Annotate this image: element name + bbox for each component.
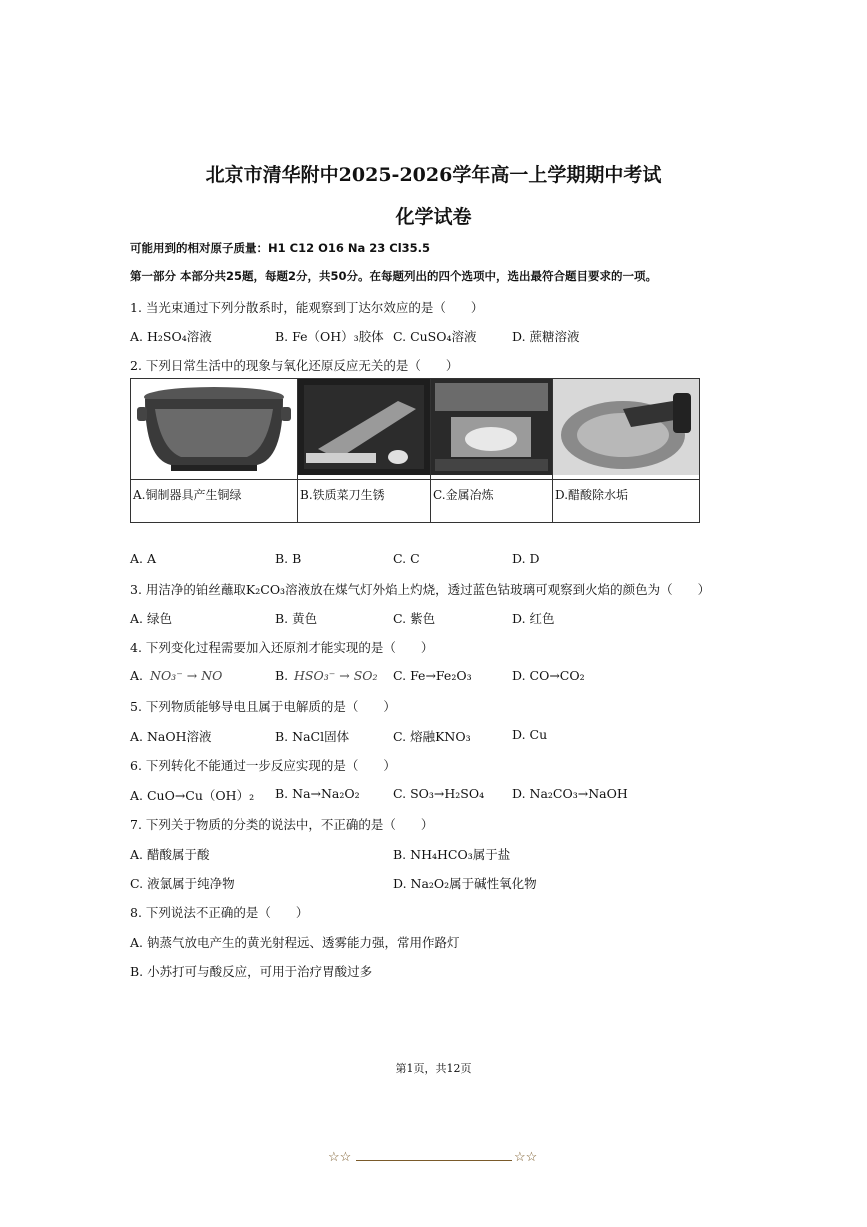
question-stem: 7. 下列关于物质的分类的说法中，不正确的是（ ）	[130, 817, 434, 832]
footer-divider	[356, 1160, 512, 1161]
option-b-formula: HSO₃⁻ → SO₂	[294, 668, 378, 683]
part-intro: 第一部分 本部分共25题，每题2分，共50分。在每题列出的四个选项中，选出最符合题目要求的一项。	[130, 269, 658, 283]
option-a: A. 钠蒸气放电产生的黄光射程远、透雾能力强，常用作路灯	[130, 935, 460, 950]
option-b: B. NaCl固体	[275, 729, 350, 744]
option-b: B. Fe（OH）₃胶体	[275, 329, 384, 344]
bronze-vessel-image	[131, 379, 297, 475]
option-a: A. 绿色	[130, 611, 172, 626]
caption-b: B.铁质菜刀生锈	[298, 480, 431, 523]
option-a-label: A.	[130, 668, 144, 683]
kitchen-knife-image	[298, 379, 430, 475]
option-b: B. 黄色	[275, 611, 318, 626]
option-b: B. Na→Na₂O₂	[275, 786, 360, 801]
option-a: A. 醋酸属于酸	[130, 847, 210, 862]
question-stem: 2. 下列日常生活中的现象与氧化还原反应无关的是（ ）	[130, 358, 459, 373]
image-cell	[553, 379, 700, 480]
question-stem: 8. 下列说法不正确的是（ ）	[130, 905, 309, 920]
option-a: A. A	[130, 551, 157, 566]
page-title: 北京市清华附中2025-2026学年高一上学期期中考试	[205, 164, 662, 186]
page-number: 第1页，共12页	[395, 1062, 472, 1075]
image-cell	[298, 379, 431, 480]
option-d: D. 蔗糖溶液	[512, 329, 580, 344]
option-d: D. Na₂CO₃→NaOH	[512, 786, 628, 801]
option-a: A. NaOH溶液	[130, 729, 212, 744]
question-stem: 3. 用洁净的铂丝蘸取K₂CO₃溶液放在煤气灯外焰上灼烧，透过蓝色钴玻璃可观察到火焰的颜色为（ ）	[130, 582, 711, 597]
caption-d: D.醋酸除水垢	[553, 480, 700, 523]
option-d: D. CO→CO₂	[512, 668, 585, 683]
image-cell	[131, 379, 298, 480]
page-subtitle: 化学试卷	[395, 206, 472, 228]
option-a: A. H₂SO₄溶液	[130, 329, 212, 344]
metal-smelting-image	[431, 379, 552, 475]
option-b-label: B.	[275, 668, 289, 683]
kettle-descaling-image	[553, 379, 699, 475]
option-d: D. D	[512, 551, 540, 566]
question-stem: 6. 下列转化不能通过一步反应实现的是（ ）	[130, 758, 396, 773]
image-table	[130, 378, 700, 523]
option-c: C. 液氯属于纯净物	[130, 876, 235, 891]
question-stem: 5. 下列物质能够导电且属于电解质的是（ ）	[130, 699, 396, 714]
option-c: C. C	[393, 551, 420, 566]
option-d: D. Cu	[512, 727, 548, 742]
atomic-mass-line: 可能用到的相对原子质量：H1 C12 O16 Na 23 Cl35.5	[130, 241, 431, 255]
image-cell	[431, 379, 553, 480]
option-a: A. CuO→Cu（OH）₂	[130, 788, 255, 803]
option-b: B. B	[275, 551, 302, 566]
option-d: D. 红色	[512, 611, 555, 626]
question-stem: 4. 下列变化过程需要加入还原剂才能实现的是（ ）	[130, 640, 434, 655]
option-d: D. Na₂O₂属于碱性氧化物	[393, 876, 537, 891]
star-icon: ☆☆	[514, 1150, 538, 1165]
option-b: B. NH₄HCO₃属于盐	[393, 847, 511, 862]
option-c: C. SO₃→H₂SO₄	[393, 786, 485, 801]
option-c: C. Fe→Fe₂O₃	[393, 668, 472, 683]
star-icon: ☆☆	[328, 1150, 352, 1165]
caption-a: A.铜制器具产生铜绿	[131, 480, 298, 523]
option-c: C. 紫色	[393, 611, 436, 626]
caption-c: C.金属冶炼	[431, 480, 553, 523]
option-b: B. 小苏打可与酸反应，可用于治疗胃酸过多	[130, 964, 373, 979]
option-c: C. 熔融KNO₃	[393, 729, 471, 744]
option-c: C. CuSO₄溶液	[393, 329, 477, 344]
question-stem: 1. 当光束通过下列分散系时，能观察到丁达尔效应的是（ ）	[130, 300, 484, 315]
option-a-formula: NO₃⁻ → NO	[150, 668, 223, 683]
